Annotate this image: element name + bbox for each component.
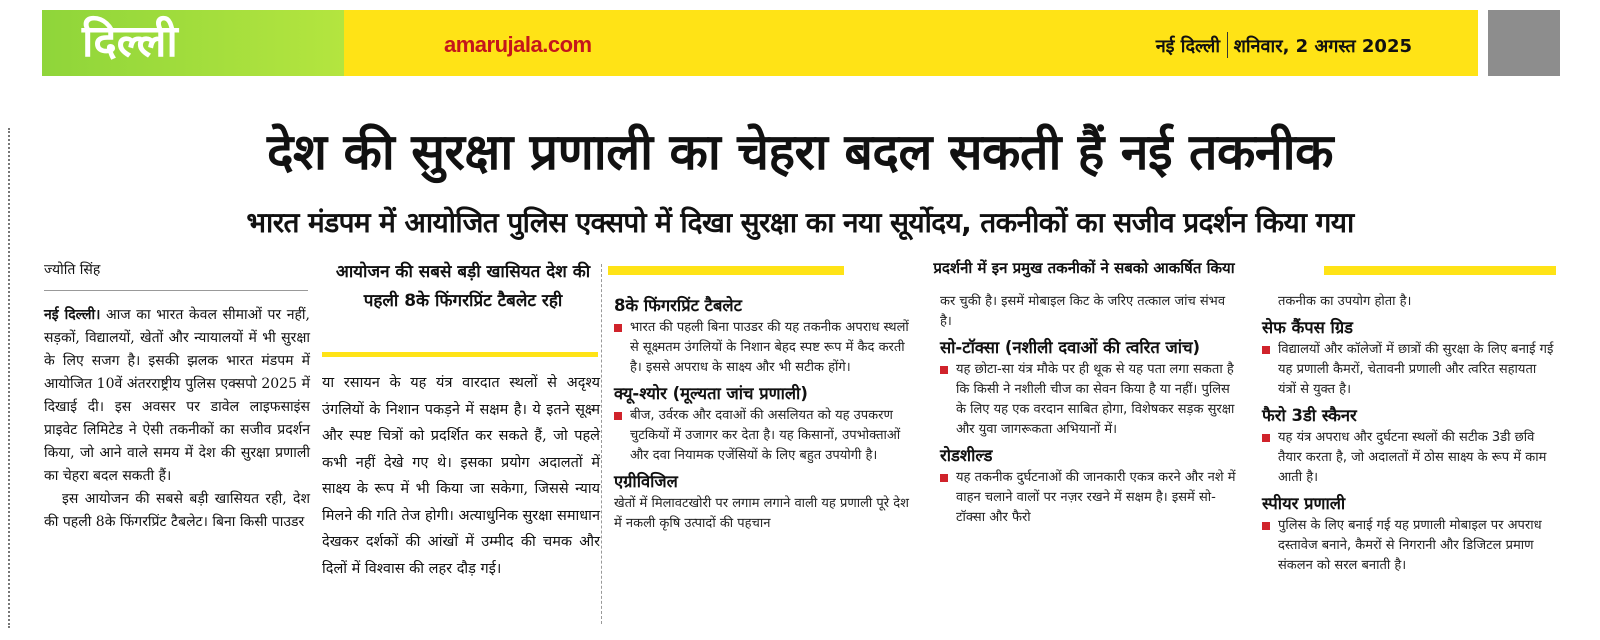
item-continuation: कर चुकी है। इसमें मोबाइल किट के जरिए तत्काल जांच संभव है। bbox=[940, 294, 1226, 329]
masthead bbox=[42, 10, 1478, 76]
item-heading: सेफ कैंपस ग्रिड bbox=[1262, 318, 1353, 337]
byline: ज्योति सिंह bbox=[44, 262, 101, 278]
pull-quote: आयोजन की सबसे बड़ी खासियत देश की पहली 8के फिंगरप्रिंट टैबलेट रही bbox=[335, 262, 591, 311]
feature-column-1 bbox=[614, 292, 910, 538]
paragraph-1 bbox=[44, 304, 310, 488]
item-body: विद्यालयों और कॉलेजों में छात्रों की सुरक्षा के लिए बनाई गई यह प्रणाली कैमरों, चेतावनी प्रणाली और त्वरित सहायता यंत्रों से युक्त है। bbox=[1262, 340, 1554, 400]
page-tab bbox=[1488, 10, 1560, 76]
paragraph-1-text: आज का भारत केवल सीमाओं पर नहीं, सड़कों, विद्यालयों, खेतों और न्यायालयों में भी सुरक्षा के लिए सजग है। इसकी झलक भारत मंडपम में आयोजित 10वें अंतरराष्ट्रीय पुलिस एक्सपो 2025 में दिखाई दी। इस अवसर पर डावेल लाइफसाइंस प्राइवेट लिमिटेड ने ऐसी तकनीकों का सजीव प्रदर्शन किया, जो आने वाले समय में देश की सुरक्षा प्रणाली का चेहरा बदल सकती हैं। bbox=[44, 307, 310, 484]
item-heading: स्पीयर प्रणाली bbox=[1262, 494, 1346, 513]
edition-city: नई दिल्ली bbox=[1155, 36, 1220, 57]
article-column-2: या रसायन के यह यंत्र वारदात स्थलों से अदृश्य उंगलियों के निशान पकड़ने में सक्षम है। ये इतने सूक्ष्म और स्पष्ट चित्रों को प्रदर्शित कर सकते हैं, जो पहले कभी नहीं देखे गए थे। इसका प्रयोग अदालतों में साक्ष्य के रूप में भी किया जा सकेगा, जिससे न्याय मिलने की गति तेज होगी। अत्याधुनिक सुरक्षा समाधान देखकर दर्शकों की आंखों में उम्मीद की चमक और दिलों में विश्वास की लहर दौड़ गई। bbox=[322, 375, 600, 577]
site-logo[interactable]: amarujala.com bbox=[444, 32, 592, 57]
item-body: खेतों में मिलावटखोरी पर लगाम लगाने वाली यह प्रणाली पूरे देश में नकली कृषि उत्पादों की पहचान bbox=[614, 496, 909, 531]
item-body: पुलिस के लिए बनाई गई यह प्रणाली मोबाइल पर अपराध दस्तावेज बनाने, कैमरों से निगरानी और डिजिटल प्रमाण संकलन को सरल बनाती है। bbox=[1262, 516, 1554, 576]
item-heading: क्यू-श्योर (मूल्यता जांच प्रणाली) bbox=[614, 384, 808, 403]
item-heading: फैरो 3डी स्कैनर bbox=[1262, 406, 1357, 425]
item-heading: सो-टॉक्सा (नशीली दवाओं की त्वरित जांच) bbox=[940, 338, 1201, 357]
item-body: यह तकनीक दुर्घटनाओं की जानकारी एकत्र करने और नशे में वाहन चलाने वालों पर नज़र रखने में सक्षम है। इसमें सो-टॉक्सा और फैरो bbox=[940, 468, 1236, 528]
item-continuation: तकनीक का उपयोग होता है। bbox=[1278, 294, 1412, 309]
dateline: नई दिल्ली। bbox=[44, 307, 101, 323]
item-body: यह छोटा-सा यंत्र मौके पर ही थूक से यह पता लगा सकता है कि किसी ने नशीली चीज का सेवन किया है या नहीं। पुलिस के लिए यह एक वरदान साबित होगा, विशेषकर सड़क सुरक्षा और युवा जागरूकता अभियानों में। bbox=[940, 360, 1236, 440]
issue-date: शनिवार, 2 अगस्त 2025 bbox=[1233, 36, 1412, 57]
pull-quote-rule bbox=[322, 352, 598, 357]
column-divider bbox=[601, 264, 602, 624]
item-heading: रोडशील्ड bbox=[940, 446, 993, 465]
byline-rule bbox=[44, 290, 308, 291]
masthead-bar bbox=[344, 10, 1478, 76]
item-body: भारत की पहली बिना पाउडर की यह तकनीक अपराध स्थलों से सूक्ष्मतम उंगलियों के निशान बेहद स्पष्ट रूप में कैद करती है। इससे अपराध के साक्ष्य और भी सटीक होंगे। bbox=[614, 318, 910, 378]
feature-bar-right bbox=[1324, 266, 1556, 275]
headline: देश की सुरक्षा प्रणाली का चेहरा बदल सकती हैं नई तकनीक bbox=[267, 123, 1333, 181]
item-body: बीज, उर्वरक और दवाओं की असलियत को यह उपकरण चुटकियों में उजागर कर देता है। यह किसानों, उपभोक्ताओं और दवा नियामक एजेंसियों के लिए बहुत उपयोगी है। bbox=[614, 406, 910, 466]
article-column-1 bbox=[44, 304, 310, 534]
feature-column-2 bbox=[940, 292, 1236, 532]
feature-column-3 bbox=[1262, 292, 1554, 580]
masthead-divider bbox=[1227, 32, 1228, 58]
feature-title: प्रदर्शनी में इन प्रमुख तकनीकों ने सबको आकर्षित किया bbox=[933, 259, 1235, 277]
paragraph-2: इस आयोजन की सबसे बड़ी खासियत रही, देश की पहली 8के फिंगरप्रिंट टैबलेट। बिना किसी पाउडर bbox=[44, 491, 310, 530]
edition-name: दिल्ली bbox=[82, 16, 178, 67]
edition-banner bbox=[42, 10, 344, 76]
item-body: यह यंत्र अपराध और दुर्घटना स्थलों की सटीक 3डी छवि तैयार करता है, जो अदालतों में ठोस साक्ष्य के रूप में काम आती है। bbox=[1262, 428, 1554, 488]
item-heading: 8के फिंगरप्रिंट टैबलेट bbox=[614, 296, 742, 315]
subheadline: भारत मंडपम में आयोजित पुलिस एक्सपो में दिखा सुरक्षा का नया सूर्योदय, तकनीकों का सजीव प्रदर्शन किया गया bbox=[246, 206, 1354, 239]
feature-bar-left bbox=[608, 266, 844, 275]
item-heading: एग्रीविजिल bbox=[614, 472, 678, 491]
